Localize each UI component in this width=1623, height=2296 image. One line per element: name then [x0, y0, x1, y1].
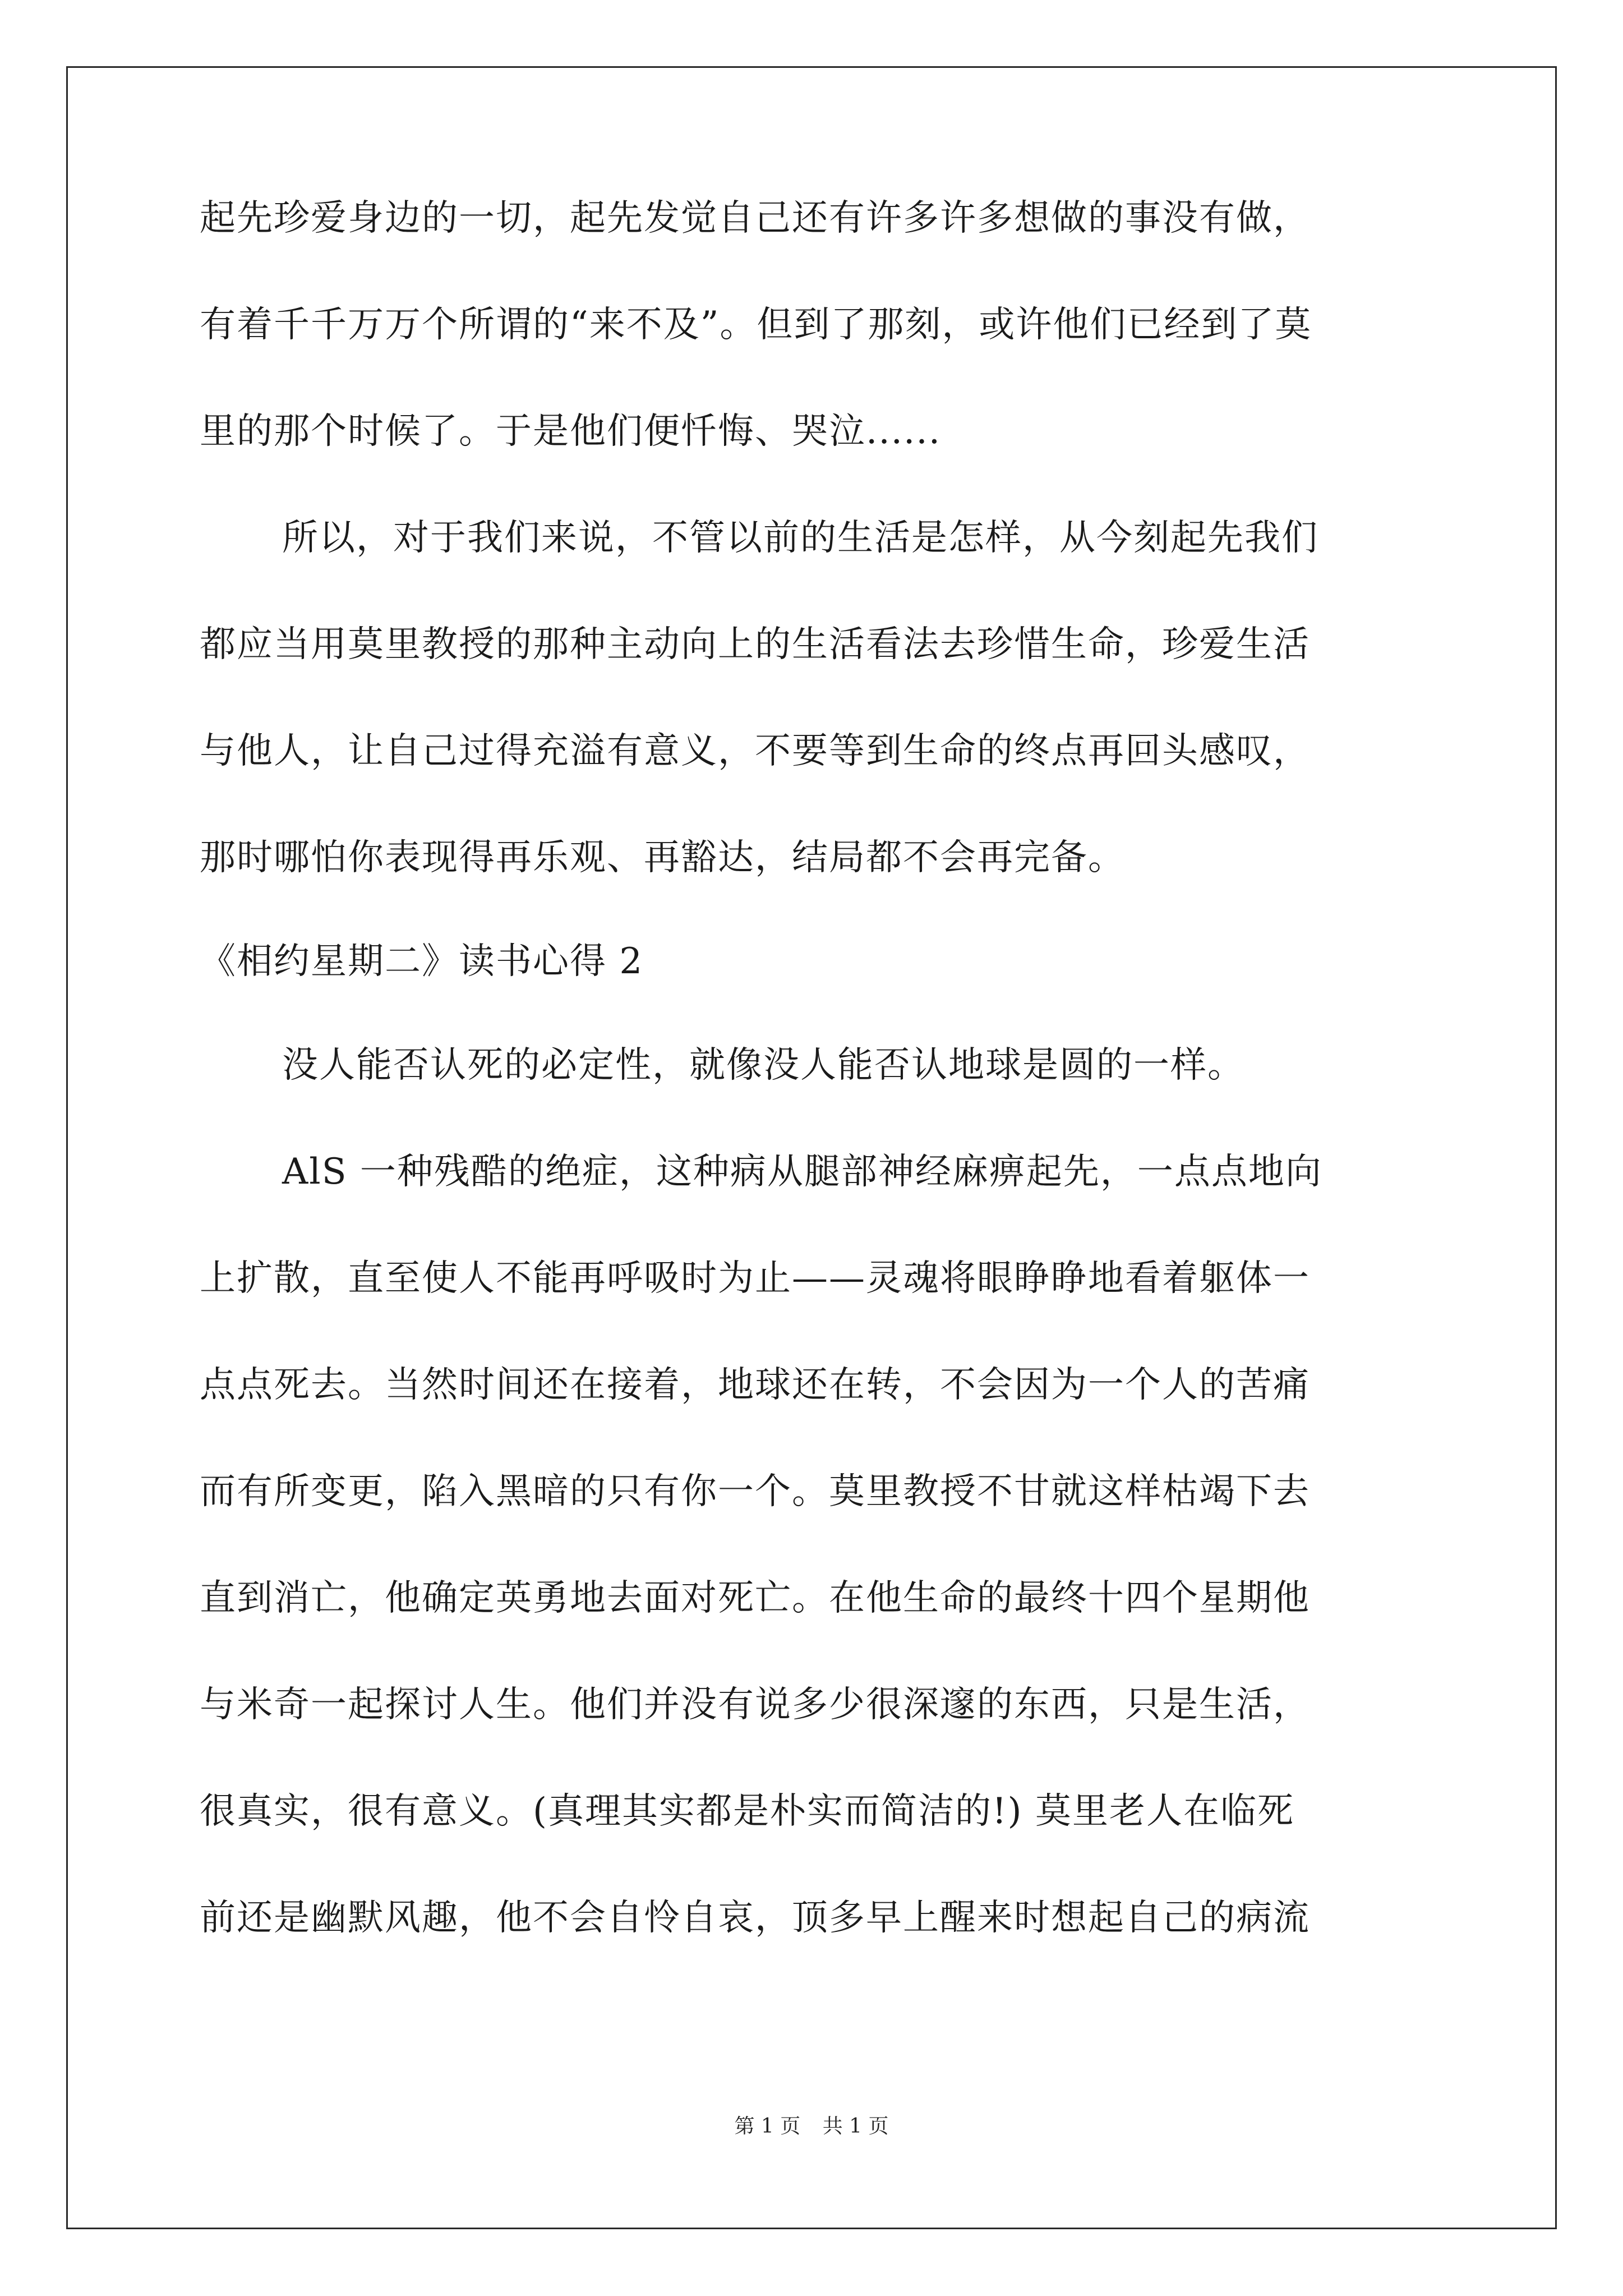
page-footer	[0, 2113, 1623, 2140]
page-total: 共 1 页	[822, 2115, 889, 2138]
paragraph-line: 起先珍爱身边的一切，起先发觉自己还有许多许多想做的事没有做，	[200, 197, 1310, 239]
page-number: 第 1 页	[734, 2115, 801, 2138]
paragraph-line: 有着千千万万个所谓的“来不及”。但到了那刻，或许他们已经到了莫	[200, 304, 1312, 346]
paragraph-line: 里的那个时候了。于是他们便忏悔、哭泣......	[200, 411, 942, 452]
paragraph-line: 点点死去。当然时间还在接着，地球还在转，不会因为一个人的苦痛	[200, 1364, 1310, 1406]
paragraph-line: 而有所变更，陷入黑暗的只有你一个。莫里教授不甘就这样枯竭下去	[200, 1471, 1310, 1512]
paragraph-line: 都应当用莫里教授的那种主动向上的生活看法去珍惜生命，珍爱生活	[200, 624, 1310, 665]
paragraph-line: 直到消亡，他确定英勇地去面对死亡。在他生命的最终十四个星期他	[200, 1577, 1310, 1619]
paragraph-line: 很真实，很有意义。(真理其实都是朴实而简洁的!) 莫里老人在临死	[200, 1791, 1294, 1832]
section-heading: 《相约星期二》读书心得 2	[200, 941, 644, 982]
paragraph-line: 没人能否认死的必定性，就像没人能否认地球是圆的一样。	[282, 1045, 1244, 1086]
paragraph-line: 与米奇一起探讨人生。他们并没有说多少很深邃的东西，只是生活，	[200, 1684, 1310, 1726]
paragraph-line: 那时哪怕你表现得再乐观、再豁达，结局都不会再完备。	[200, 837, 1125, 878]
paragraph-line: 所以，对于我们来说，不管以前的生活是怎样，从今刻起先我们	[282, 517, 1318, 559]
paragraph-line: 前还是幽默风趣，他不会自怜自哀，顶多早上醒来时想起自己的病流	[200, 1897, 1310, 1939]
paragraph-line: 与他人，让自己过得充溢有意义，不要等到生命的终点再回头感叹，	[200, 730, 1310, 772]
paragraph-line: 上扩散，直至使人不能再呼吸时为止——灵魂将眼睁睁地看着躯体一	[200, 1258, 1310, 1299]
paragraph-line: AlS 一种残酷的绝症，这种病从腿部神经麻痹起先，一点点地向	[282, 1151, 1322, 1193]
